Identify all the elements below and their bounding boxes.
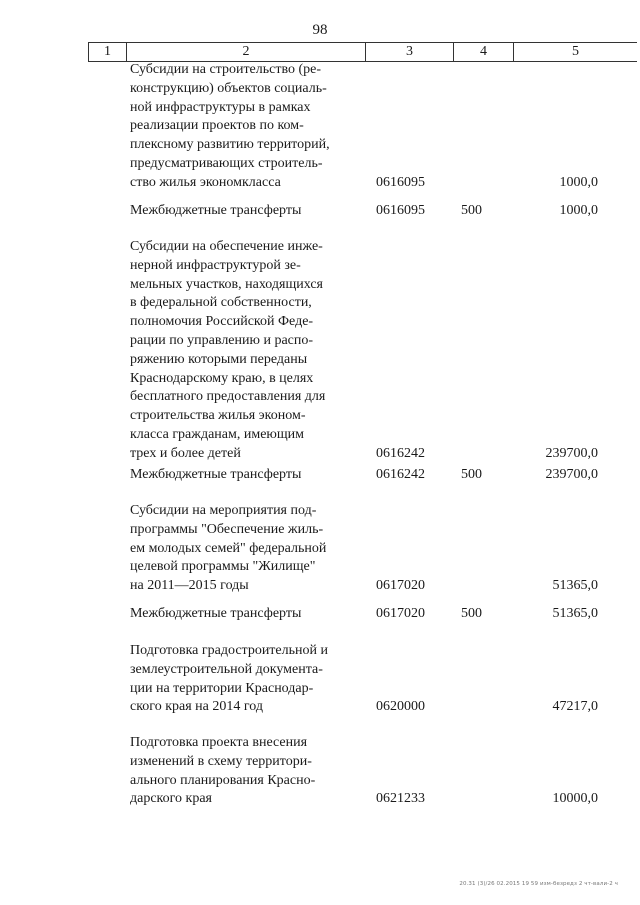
row-type: 500 — [461, 606, 482, 621]
table-row — [0, 61, 640, 193]
row-description: Субсидии на строительство (ре- конструкцию) объектов социаль- ной инфраструктуры в рамках реализации проектов по ком- плексному развитию территорий, предусматривающих строитель- ство жилья экономкласса — [130, 62, 330, 190]
row-amount: 1000,0 — [559, 203, 598, 218]
table-row — [0, 734, 640, 809]
row-description: Субсидии на обеспечение инже- нерной инфраструктурой зе- мельных участков, находящихся в федеральной собственности, полномочия Российской Феде- рации по управлению и распо- ряжению которыми переданы Краснодарскому краю, в целях бесплатного предоставления для строительства жилья эконом- класса гражданам, имеющим трех и более детей — [130, 239, 326, 461]
row-description: Подготовка градостроительной и землеустроительной документа- ции на территории Краснодар- ского края на 2014 год — [130, 643, 328, 715]
row-code: 0617020 — [376, 578, 425, 594]
page-number: 98 — [312, 22, 328, 38]
row-description: Подготовка проекта внесения изменений в схему территори- ального планирования Красно- дарского края — [130, 735, 316, 807]
row-code: 0620000 — [376, 699, 425, 715]
table-row — [0, 238, 640, 464]
row-amount: 239700,0 — [545, 445, 598, 461]
row-code: 0616242 — [376, 467, 425, 482]
table-row — [0, 605, 640, 624]
row-type: 500 — [461, 203, 482, 218]
header-col-3: 3 — [366, 43, 454, 61]
row-amount: 47217,0 — [552, 699, 598, 715]
row-description: Межбюджетные трансферты — [130, 203, 302, 218]
row-code: 0617020 — [376, 606, 425, 621]
row-description: Субсидии на мероприятия под- программы "Обеспечение жиль- ем молодых семей" федеральной целевой программы "Жилище" на 2011—2015 годы — [130, 503, 327, 594]
footer-code: 20.31 (3)/26 02.2015 19 59 изм-безредз 2 чт-вали-2 ч — [459, 881, 618, 887]
row-code: 0616095 — [376, 174, 425, 190]
header-col-5: 5 — [572, 44, 579, 59]
row-code: 0616095 — [376, 203, 425, 218]
row-code: 0621233 — [376, 791, 425, 807]
table-row — [0, 502, 640, 596]
row-amount: 239700,0 — [545, 467, 598, 482]
table-row — [0, 466, 640, 485]
row-code: 0616242 — [376, 445, 425, 461]
row-description: Межбюджетные трансферты — [130, 467, 302, 482]
row-type: 500 — [461, 467, 482, 482]
row-amount: 1000,0 — [559, 174, 598, 190]
row-description: Межбюджетные трансферты — [130, 606, 302, 621]
table-row — [0, 642, 640, 717]
row-amount: 51365,0 — [552, 606, 598, 621]
row-amount: 51365,0 — [552, 578, 598, 594]
header-col-1: 1 — [89, 43, 127, 61]
table-row — [0, 202, 640, 221]
row-amount: 10000,0 — [552, 791, 598, 807]
table-header — [88, 42, 637, 62]
header-col-2: 2 — [127, 43, 366, 61]
header-col-4: 4 — [454, 43, 514, 61]
